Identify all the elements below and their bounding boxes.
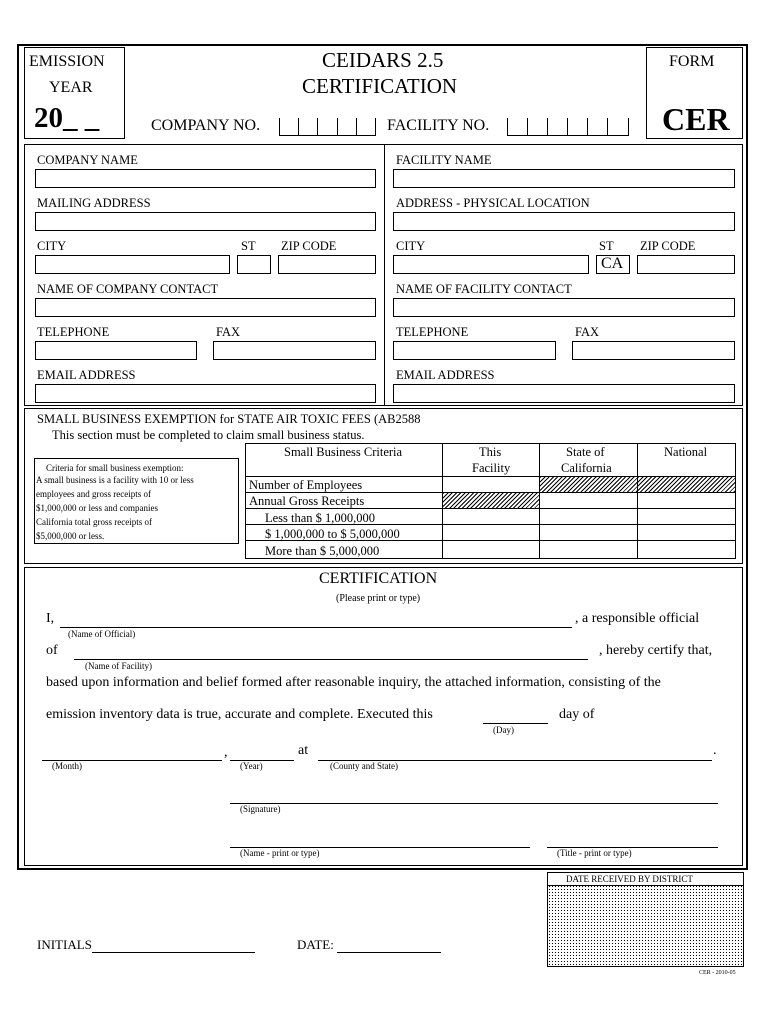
date-label: DATE: xyxy=(297,937,334,952)
name-of-facility-line[interactable] xyxy=(74,659,588,660)
certification-body-line2: emission inventory data is true, accurate and complete. Executed this xyxy=(46,707,433,722)
name-of-official-line[interactable] xyxy=(60,627,572,628)
responsible-official-text: , a responsible official xyxy=(575,611,700,626)
name-print-hint: (Name - print or type) xyxy=(240,848,320,858)
col-national: National xyxy=(664,445,708,459)
facility-city-label: CITY xyxy=(396,239,426,253)
1m-5m-facility-cell[interactable] xyxy=(442,524,540,541)
employees-national-cell xyxy=(637,476,736,493)
company-name-label: COMPANY NAME xyxy=(37,153,138,167)
facility-zip-label: ZIP CODE xyxy=(640,239,696,253)
physical-address-input[interactable] xyxy=(393,212,735,231)
criteria-line-4: $1,000,000 or less and companies xyxy=(36,503,158,513)
facility-no-field[interactable] xyxy=(507,118,629,136)
criteria-line-2: A small business is a facility with 10 or less xyxy=(36,476,194,485)
less-1m-state-cell[interactable] xyxy=(539,508,638,525)
date-received-box xyxy=(547,872,744,967)
facility-name-input[interactable] xyxy=(393,169,735,188)
facility-st-label: ST xyxy=(599,239,614,253)
more-5m-national-cell[interactable] xyxy=(637,540,736,559)
company-st-input[interactable] xyxy=(237,255,271,274)
form-title-line1: CEIDARS 2.5 xyxy=(322,48,444,72)
row-receipts: Annual Gross Receipts xyxy=(249,494,365,508)
row-less-1m: Less than $ 1,000,000 xyxy=(265,511,376,525)
company-no-field[interactable] xyxy=(279,118,376,136)
row-employees: Number of Employees xyxy=(249,478,363,492)
col-facility-2: Facility xyxy=(472,461,511,475)
col-state-1: State of xyxy=(566,445,605,459)
facility-email-label: EMAIL ADDRESS xyxy=(396,368,495,382)
less-1m-facility-cell[interactable] xyxy=(442,508,540,525)
facility-name-label: FACILITY NAME xyxy=(396,153,492,167)
company-no-label: COMPANY NO. xyxy=(151,117,261,134)
col-facility-1: This xyxy=(479,445,502,459)
i-label: I, xyxy=(46,611,55,626)
company-fax-label: FAX xyxy=(216,325,241,339)
company-email-label: EMAIL ADDRESS xyxy=(37,368,136,382)
period: . xyxy=(713,743,717,758)
small-business-title: SMALL BUSINESS EXEMPTION for STATE AIR TOXIC FEES (AB2588 xyxy=(37,412,421,426)
col-criteria: Small Business Criteria xyxy=(284,445,403,459)
more-5m-facility-cell[interactable] xyxy=(442,540,540,559)
date-line[interactable] xyxy=(337,952,441,953)
company-st-label: ST xyxy=(241,239,256,253)
company-email-input[interactable] xyxy=(35,384,376,403)
facility-zip-input[interactable] xyxy=(637,255,735,274)
month-comma: , xyxy=(224,745,228,760)
receipts-facility-cell xyxy=(442,492,540,509)
date-received-label: DATE RECEIVED BY DISTRICT xyxy=(566,874,693,884)
facility-telephone-label: TELEPHONE xyxy=(396,325,469,339)
certification-body-line1: based upon information and belief formed after reasonable inquiry, the attached information, consisting of the xyxy=(46,675,661,690)
form-reference: CER - 2010-05 xyxy=(699,970,736,976)
employees-state-cell xyxy=(539,476,638,493)
initials-label: INITIALS xyxy=(37,937,92,952)
form-title-line2: CERTIFICATION xyxy=(302,74,458,98)
day-of-text: day of xyxy=(559,707,595,722)
company-zip-label: ZIP CODE xyxy=(281,239,337,253)
more-5m-state-cell[interactable] xyxy=(539,540,638,559)
facility-fax-input[interactable] xyxy=(572,341,735,360)
facility-telephone-input[interactable] xyxy=(393,341,556,360)
of-label: of xyxy=(46,643,58,658)
signature-line[interactable] xyxy=(230,803,718,804)
row-more-5m: More than $ 5,000,000 xyxy=(265,544,380,558)
1m-5m-national-cell[interactable] xyxy=(637,524,736,541)
criteria-line-6: $5,000,000 or less. xyxy=(36,531,105,541)
certification-subtitle: (Please print or type) xyxy=(336,593,421,604)
facility-no-label: FACILITY NO. xyxy=(387,117,490,134)
facility-email-input[interactable] xyxy=(393,384,735,403)
criteria-line-5: California total gross receipts of xyxy=(36,517,152,527)
title-print-hint: (Title - print or type) xyxy=(557,848,632,858)
company-city-label: CITY xyxy=(37,239,67,253)
section-divider xyxy=(384,144,385,406)
day-hint: (Day) xyxy=(493,725,514,735)
year-value[interactable]: 20_ _ xyxy=(34,102,100,134)
company-city-input[interactable] xyxy=(35,255,230,274)
at-label: at xyxy=(298,743,309,758)
month-hint: (Month) xyxy=(52,761,82,771)
name-of-facility-hint: (Name of Facility) xyxy=(85,661,152,671)
company-fax-input[interactable] xyxy=(213,341,376,360)
certify-text: , hereby certify that, xyxy=(599,643,713,658)
form-label: FORM xyxy=(669,53,715,70)
criteria-line-1: Criteria for small business exemption: xyxy=(46,463,184,473)
signature-hint: (Signature) xyxy=(240,804,281,814)
facility-contact-label: NAME OF FACILITY CONTACT xyxy=(396,282,572,296)
year-hint: (Year) xyxy=(240,761,263,771)
company-telephone-input[interactable] xyxy=(35,341,197,360)
company-contact-input[interactable] xyxy=(35,298,376,317)
mailing-address-input[interactable] xyxy=(35,212,376,231)
small-business-subtitle: This section must be completed to claim small business status. xyxy=(52,428,365,442)
row-1m-5m: $ 1,000,000 to $ 5,000,000 xyxy=(265,527,400,541)
name-of-official-hint: (Name of Official) xyxy=(68,629,136,639)
company-contact-label: NAME OF COMPANY CONTACT xyxy=(37,282,219,296)
mailing-address-label: MAILING ADDRESS xyxy=(37,196,151,210)
company-zip-input[interactable] xyxy=(278,255,376,274)
initials-line[interactable] xyxy=(92,952,255,953)
emission-label: EMISSION xyxy=(29,53,105,70)
form-code: CER xyxy=(662,101,730,137)
facility-city-input[interactable] xyxy=(393,255,589,274)
day-line[interactable] xyxy=(483,723,548,724)
facility-contact-input[interactable] xyxy=(393,298,735,317)
less-1m-national-cell[interactable] xyxy=(637,508,736,525)
1m-5m-state-cell[interactable] xyxy=(539,524,638,541)
company-telephone-label: TELEPHONE xyxy=(37,325,110,339)
employees-facility-cell[interactable] xyxy=(442,476,540,493)
facility-st-value: CA xyxy=(601,255,624,272)
facility-fax-label: FAX xyxy=(575,325,600,339)
certification-title: CERTIFICATION xyxy=(319,570,438,587)
criteria-line-3: employees and gross receipts of xyxy=(36,489,151,499)
county-state-hint: (County and State) xyxy=(330,761,398,771)
col-state-2: California xyxy=(561,461,612,475)
company-name-input[interactable] xyxy=(35,169,376,188)
year-label: YEAR xyxy=(49,79,93,96)
physical-address-label: ADDRESS - PHYSICAL LOCATION xyxy=(396,196,590,210)
